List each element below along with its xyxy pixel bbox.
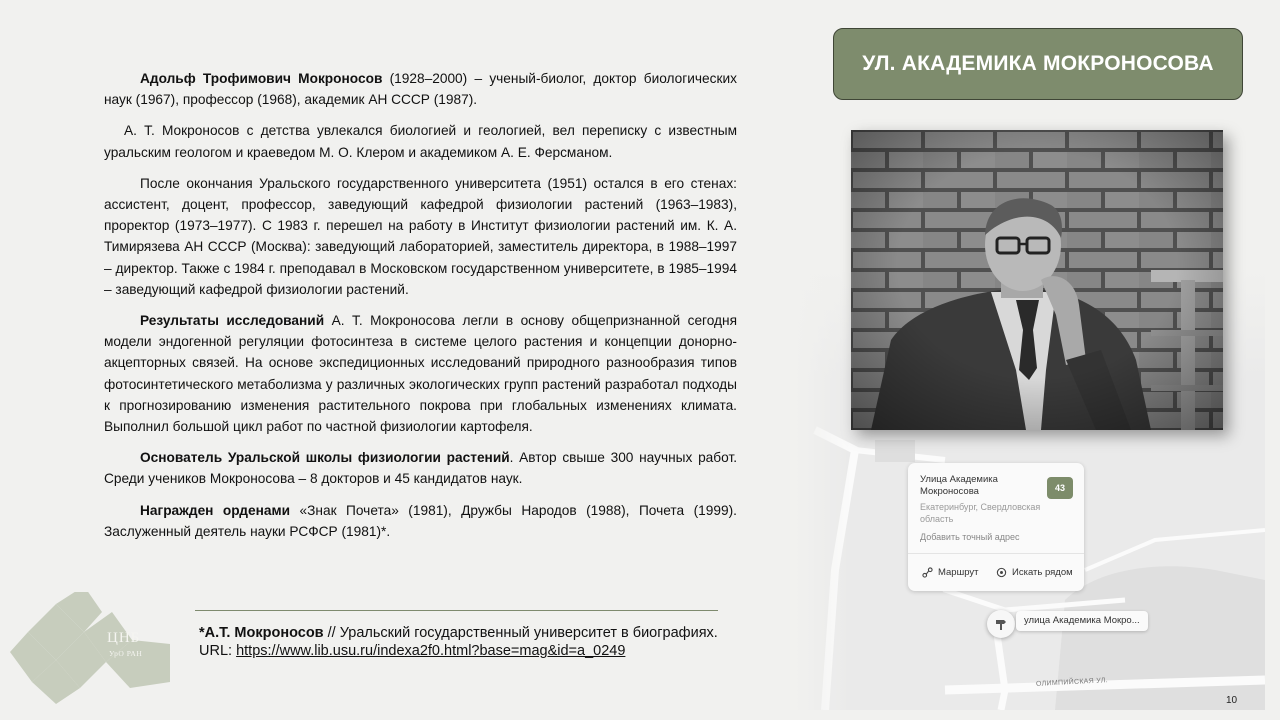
map-marker[interactable] xyxy=(987,610,1015,638)
card-divider xyxy=(908,553,1084,554)
paragraph-intro: Адольф Трофимович Мокроносов (1928–2000) – ученый-биолог, доктор биологических наук (1967), профессор (1968), академик АН СССР (1987). xyxy=(104,71,737,108)
paragraph-childhood: А. Т. Мокроносов с детства увлекался биологией и геологией, вел переписку с известным уральским геологом и краеведом М. О. Клером и академиком А. Е. Ферсманом. xyxy=(104,123,737,160)
add-address-link[interactable]: Добавить точный адрес xyxy=(920,532,1020,542)
map-place-card[interactable] xyxy=(908,463,1084,591)
footnote-divider xyxy=(195,610,718,611)
logo-text: ЦНБ xyxy=(107,630,141,646)
logo-subtext: УрО РАН xyxy=(109,649,143,658)
route-icon xyxy=(922,567,933,578)
cnb-logo xyxy=(10,592,170,704)
place-city: Екатеринбург, Свердловская область xyxy=(920,502,1041,524)
street-label-pill: улица Академика Мокро... xyxy=(1016,611,1148,631)
place-badge: 43 xyxy=(1047,477,1073,499)
signpost-icon xyxy=(993,616,1009,632)
place-title: Улица Академика Мокроносова xyxy=(920,474,998,497)
search-nearby-button[interactable]: Искать рядом xyxy=(996,567,1073,578)
paragraph-school: Основатель Уральской школы физиологии растений. Автор свыше 300 научных работ. Среди учеников Мокроносова – 8 докторов и 45 кандидатов наук. xyxy=(104,450,737,487)
page-number: 10 xyxy=(1226,695,1238,706)
search-nearby-icon xyxy=(996,567,1007,578)
portrait-photo xyxy=(851,130,1223,430)
paragraph-research: Результаты исследований А. Т. Мокроносова легли в основу общепризнанной сегодня модели эндогенной регуляции фотосинтеза в системе целого растения и концепции донорно-акцепторных связей. На основе экспедиционных исследований природного разнообразия типов фотосинтетического метаболизма у различных экологических групп растений разработал подходы к прогнозированию изменения растительного покрова при глобальных изменениях климата. Выполнил большой цикл работ по частной физиологии картофеля. xyxy=(104,313,738,435)
source-link[interactable]: https://www.lib.usu.ru/indexa2f0.html?base=mag&id=a_0249 xyxy=(236,643,626,659)
footnote: *А.Т. Мокроносов // Уральский государственный университет в биографиях. URL: https://www.lib.usu.ru/indexa2f0.html?base=mag&id=a_0249 xyxy=(199,625,718,659)
person-name: Адольф Трофимович Мокроносов xyxy=(140,71,383,86)
footnote-author: *А.Т. Мокроносов xyxy=(199,625,324,641)
paragraph-career: После окончания Уральского государственного университета (1951) остался в его стенах: ассистент, доцент, профессор, заведующий кафедрой физиологии растений (1963–1983), проректор (1973–1977). С 1983 г. перешел на работу в Институт физиологии растений им. К. А. Тимирязева АН СССР (Москва): заведующий лабораторией, заместитель директора, в 1988–1997 – директор. Также с 1984 г. преподавал в Московском государственном университете, в 1985–1994 – заведующий кафедрой физиологии растений. xyxy=(104,175,737,297)
biography-text xyxy=(104,68,737,552)
paragraph-awards: Награжден орденами «Знак Почета» (1981), Дружбы Народов (1988), Почета (1999). Заслуженный деятель науки РСФСР (1981)*. xyxy=(104,502,737,539)
street-name-olympic: ОЛИМПИЙСКАЯ УЛ. xyxy=(1035,677,1109,688)
slide-title: УЛ. АКАДЕМИКА МОКРОНОСОВА xyxy=(833,28,1243,100)
route-button[interactable]: Маршрут xyxy=(922,567,979,578)
